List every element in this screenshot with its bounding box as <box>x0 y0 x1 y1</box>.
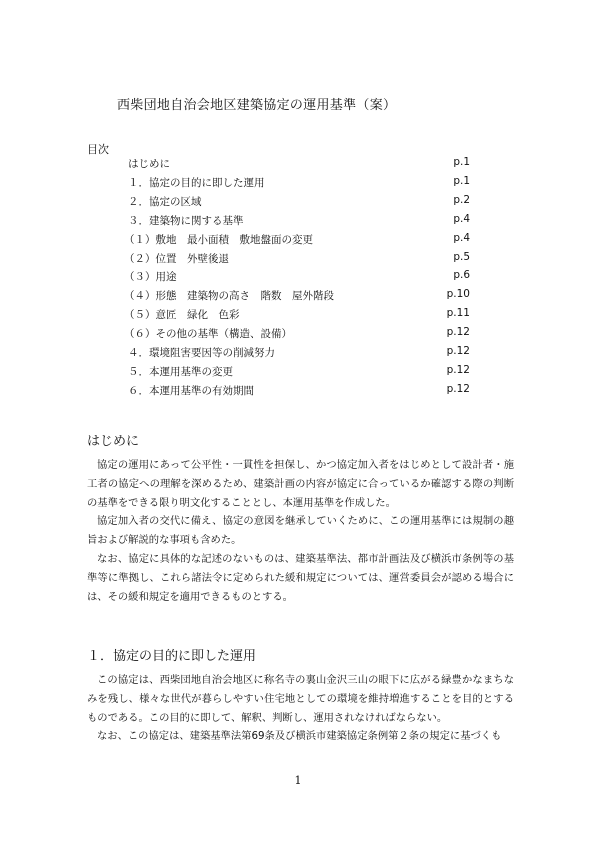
toc-entry <box>0 156 596 174</box>
section-1-heading: １．協定の目的に即した運用 <box>87 649 257 664</box>
toc-entry-page: p.11 <box>446 307 470 320</box>
intro-heading: はじめに <box>87 434 140 449</box>
section-1-body <box>87 671 514 746</box>
toc-entry <box>0 383 596 401</box>
toc-entry-label: （５）意匠 緑化 色彩 <box>124 309 240 322</box>
toc-entry-page: p.1 <box>453 174 470 187</box>
toc-entry-page: p.12 <box>446 382 470 395</box>
toc-entry-label: （４）形態 建築物の高さ 階数 屋外階段 <box>124 290 334 303</box>
toc-entry-label: はじめに <box>128 158 170 170</box>
toc-entry-page: p.4 <box>453 212 470 225</box>
toc-entry-page: p.12 <box>446 345 470 357</box>
toc-entry-label: （３）用途 <box>124 271 177 284</box>
toc-entry-page: p.1 <box>453 156 470 168</box>
toc-entry <box>0 364 596 382</box>
toc-entry-label: ５．本運用基準の変更 <box>128 365 233 378</box>
toc-entry-label: ４．環境阻害要因等の削減努力 <box>128 347 275 359</box>
toc-entry-label: １．協定の目的に即した運用 <box>128 176 265 189</box>
toc-heading: 目次 <box>87 143 109 156</box>
toc-entry-label: （６）その他の基準（構造、設備） <box>124 328 292 341</box>
intro-paragraph-2: 協定加入者の交代に備え、協定の意図を継承していくために、この運用基準には規制の趣旨および解説的な事項も含めた。 <box>87 515 514 547</box>
toc-entry <box>0 288 596 306</box>
intro-body <box>87 456 514 606</box>
toc-entry-page: p.12 <box>446 363 470 376</box>
intro-paragraph-1: 協定の運用にあって公平性・一貫性を担保し、かつ協定加入者をはじめとして設計者・施工者の協定への理解を深めるため、建築計画の内容が協定に合っているか確認する際の判断の基準をできる限り明文化することとし、本運用基準を作成した。 <box>87 459 514 509</box>
toc-entry <box>0 232 596 250</box>
document-title: 西柴団地自治会地区建築協定の運用基準（案） <box>117 98 397 113</box>
toc-entry <box>0 307 596 325</box>
toc-entry <box>0 194 596 212</box>
toc-entry <box>0 175 596 193</box>
toc-entry-page: p.2 <box>453 193 470 206</box>
toc-entry <box>0 213 596 231</box>
toc-entry-label: ３．建築物に関する基準 <box>128 214 244 227</box>
toc-entry <box>0 269 596 287</box>
section-1-paragraph-2: なお、この協定は、建築基準法第69条及び横浜市建築協定条例第２条の規定に基づくも <box>97 730 502 743</box>
toc-entry <box>0 326 596 344</box>
toc-entry-label: ６．本運用基準の有効期間 <box>128 384 254 397</box>
toc-entry <box>0 251 596 269</box>
toc-entry-page: p.6 <box>453 269 470 282</box>
page-number: 1 <box>294 774 302 787</box>
toc-entry-label: （１）敷地 最小面積 敷地盤面の変更 <box>124 233 313 246</box>
toc-entry-label: ２．協定の区域 <box>128 195 202 208</box>
section-1-paragraph-1: この協定は、西柴団地自治会地区に称名寺の裏山金沢三山の眼下に広がる緑豊かなまちなみを残し、様々な世代が暮らしやすい住宅地としての環境を維持増進することを目的とするものである。この目的に即して、解釈、判断し、運用されなければならない。 <box>87 674 514 724</box>
toc-entry-page: p.4 <box>453 231 470 244</box>
intro-paragraph-3: なお、協定に具体的な記述のないものは、建築基準法、都市計画法及び横浜市条例等の基準等に準拠し、これら諸法令に定められた緩和規定については、運営委員会が認める場合には、その緩和規定を適用できるものとする。 <box>87 552 514 603</box>
toc-entry-label: （２）位置 外壁後退 <box>124 252 229 265</box>
toc-entry-page: p.10 <box>446 288 470 301</box>
toc-entry <box>0 345 596 363</box>
toc-entry-page: p.12 <box>446 326 470 339</box>
toc-entry-page: p.5 <box>453 250 470 263</box>
